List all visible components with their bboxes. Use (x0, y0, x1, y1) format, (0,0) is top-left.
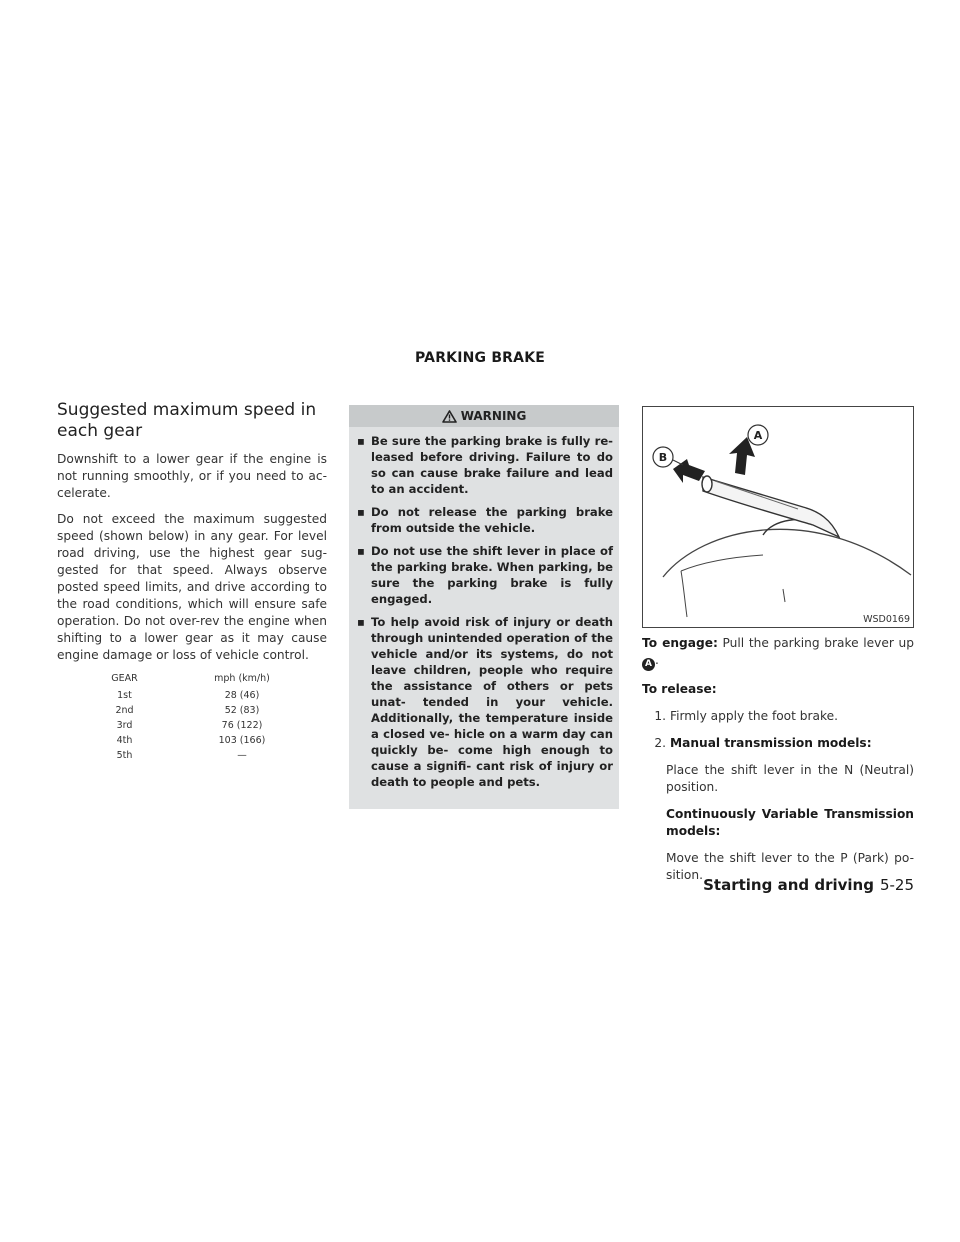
warning-item-text: Do not use the shift lever in place of the parking brake. When parking, be sure the parking brake is fully engaged. (371, 544, 613, 606)
table-row (87, 720, 322, 735)
gear-cell: 5th (116, 750, 133, 761)
warning-item-text: To help avoid risk of injury or death through unintended operation of the vehicle and/or its systems, do not leave children, people who require the assistance of others or pets unat- tended in your vehicle. Additionally, the temperature inside a closed ve- hicle on a warm day can quickly be- come high enough to cause a signifi- cant risk of injury or death to people and pets. (371, 615, 613, 789)
bullet-icon: ▪ (357, 544, 365, 558)
page-footer (703, 876, 914, 894)
speed-heading: Suggested maximum speed in each gear (57, 400, 317, 441)
gear-column-header: GEAR (111, 673, 138, 684)
release-label-paragraph (642, 681, 914, 698)
right-column (642, 635, 914, 894)
table-row (87, 690, 322, 705)
gear-cell: 1st (117, 690, 132, 701)
engage-end: . (655, 653, 659, 667)
list-item (357, 614, 613, 790)
bullet-icon: ▪ (357, 434, 365, 448)
release-label: To release: (642, 682, 717, 696)
warning-item-text: Be sure the parking brake is fully re- leased before driving. Failure to do so can cause brake failure and lead to an accident. (371, 434, 613, 496)
warning-triangle-icon (442, 410, 457, 423)
table-row (87, 735, 322, 750)
max-speed-paragraph: Do not exceed the maximum suggested speed (shown below) in any gear. For level road driving, use the highest gear sug- gested for that speed. Always observe posted speed limits, and drive according to the road conditions, which will ensure safe operation. Do not over-rev the engine when shifting to a lower gear as it may cause engine damage or loss of vehicle control. (57, 512, 327, 662)
speed-cell: — (237, 750, 247, 761)
bullet-icon: ▪ (357, 505, 365, 519)
downshift-paragraph: Downshift to a lower gear if the engine is not running smoothly, or if you need to ac- celerate. (57, 452, 327, 500)
warning-title: WARNING (460, 409, 527, 423)
page-number: 5-25 (879, 876, 914, 894)
cvt-instruction: Move the shift lever to the P (Park) po- sition. (666, 851, 914, 882)
list-item (357, 433, 613, 497)
callout-a-ref: A (642, 658, 655, 671)
manual-instruction: Place the shift lever in the N (Neutral) position. (666, 763, 914, 794)
footer-section: Starting and driving (703, 876, 874, 894)
step-number: 2. (654, 736, 666, 750)
step-number: 1. (654, 709, 666, 723)
engage-text: Pull the parking brake lever up (717, 636, 914, 650)
cvt-title: Continuously Variable Transmission models: (666, 807, 914, 838)
gear-cell: 3rd (116, 720, 133, 731)
speed-column-header: mph (km/h) (214, 673, 270, 684)
parking-brake-illustration (642, 406, 914, 628)
speed-cell: 76 (122) (221, 720, 263, 731)
section-title: PARKING BRAKE (414, 350, 546, 366)
speed-cell: 103 (166) (218, 735, 266, 746)
warning-list (357, 433, 613, 790)
speed-cell: 28 (46) (224, 690, 260, 701)
gear-speed-table (87, 673, 322, 765)
engage-label: To engage: (642, 636, 718, 650)
callout-a: A (753, 429, 763, 442)
step-text: Firmly apply the foot brake. (670, 709, 839, 723)
step-title: Manual transmission models: (670, 736, 872, 750)
warning-item-text: Do not release the parking brake from outside the vehicle. (371, 505, 613, 535)
release-step-2 (642, 735, 914, 752)
figure-code: WSD0169 (863, 614, 910, 625)
parking-brake-lever-drawing (643, 407, 913, 627)
callout-b: B (658, 451, 668, 464)
warning-box (349, 405, 619, 809)
table-row (87, 750, 322, 765)
bullet-icon: ▪ (357, 615, 365, 629)
list-item (357, 543, 613, 607)
gear-cell: 4th (116, 735, 133, 746)
gear-cell: 2nd (115, 705, 134, 716)
speed-cell: 52 (83) (224, 705, 260, 716)
list-item (357, 504, 613, 536)
warning-header (349, 405, 619, 427)
table-row (87, 705, 322, 720)
cvt-title-paragraph (666, 806, 914, 840)
left-column (57, 400, 327, 765)
release-step-1 (642, 708, 914, 725)
step-2-details (642, 762, 914, 884)
engage-paragraph (642, 635, 914, 671)
